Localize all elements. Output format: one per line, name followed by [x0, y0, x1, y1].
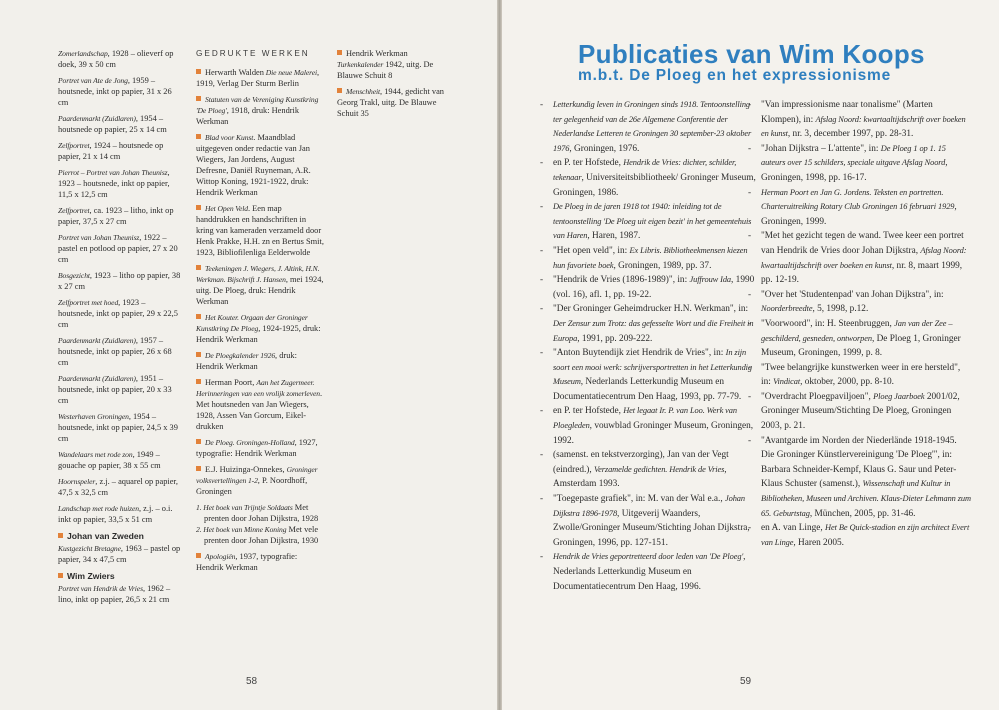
publication-prefix: "Der Groninger Geheimdrucker H.N. Werkman", in:	[553, 304, 749, 315]
entry-title: Kustgezicht Bretagne	[58, 544, 121, 553]
entry-title: De Ploegkalender 1926	[205, 351, 276, 360]
entry-details: . Met houtsneden van Jan Wiegers, 1928, Assen Van Gorcum, Eikel-drukken	[196, 389, 323, 431]
artwork-entry	[58, 140, 183, 162]
entry-details: , mei 1924, uitg. De Ploeg, druk: Hendrik Werkman	[196, 275, 324, 306]
publication-details: , vouwblad Groninger Museum, Groningen, 1992.	[553, 421, 754, 446]
entry-details: . Maandblad uitgegeven onder redactie van Jan Wiegers, Jan Jordens, August Defresne, Daniël Ruyneman, A.R. Wittop Koning, 1921-1922, druk: Hendrik Werkman	[196, 133, 311, 197]
entry-title: 2. Het boek van Minne Koning	[196, 525, 287, 534]
entry-details: , 1954 – houtsnede op papier, 25 x 14 cm	[58, 114, 167, 134]
publication-item	[547, 156, 757, 200]
entry-details: E.J. Huizinga-Onnekes,	[205, 465, 287, 474]
printed-work-entry	[196, 94, 324, 127]
artist-heading	[58, 531, 183, 542]
entry-details: Met prenten door Johan Dijkstra, 1928	[204, 503, 319, 523]
entry-title: Apologiën	[205, 552, 236, 561]
entry-title: Bosgezicht	[58, 271, 90, 280]
artworks-list	[58, 48, 183, 525]
publication-prefix: en P. ter Hofstede,	[553, 406, 624, 417]
entry-title: Die neue Malerei	[263, 68, 317, 77]
orange-square-icon	[196, 439, 201, 444]
publication-details: , oktober, 2000, pp. 8-10.	[800, 377, 894, 388]
artwork-entry	[58, 270, 183, 292]
entry-details: , 1963 – pastel op papier, 34 x 47,5 cm	[58, 544, 181, 564]
entry-title: Turkenkalender	[337, 60, 384, 69]
page-title: Publicaties van Wim Koops	[578, 39, 925, 69]
publication-item	[547, 302, 757, 346]
entry-title: Westerhaven Groningen	[58, 412, 129, 421]
publication-details: , Groningen, 1989, pp. 37.	[613, 260, 712, 271]
orange-square-icon	[196, 134, 201, 139]
entry-details: , 1923 – litho op papier, 38 x 27 cm	[58, 271, 181, 291]
orange-square-icon	[196, 553, 201, 558]
publication-title: Het Be Quick-stadion en zijn architect Evert van Linge	[761, 523, 970, 547]
publication-item	[755, 288, 971, 317]
entry-title: Landschap met rode huizen	[58, 504, 139, 513]
artist-name: Wim Zwiers	[67, 571, 115, 581]
publication-item	[547, 200, 757, 244]
page-number: 58	[246, 676, 258, 687]
publication-title: In zijn soort een mooi werk: schrijversportretten in het Letterkundig Museum	[553, 348, 752, 387]
publication-title: Ploeg Jaarboek	[873, 391, 925, 401]
entry-title: Paardenmarkt (Zuidlaren)	[58, 336, 136, 345]
publications-list-left	[547, 98, 757, 594]
publication-item	[547, 404, 757, 448]
entry-title: Zelfportret met hoed	[58, 298, 119, 307]
printed-work-entry	[196, 263, 324, 307]
publication-details: , 5, 1998, p.12.	[812, 304, 869, 315]
entry-title: De Ploeg. Groningen-Holland	[205, 438, 295, 447]
orange-square-icon	[58, 533, 63, 538]
artist-name: Johan van Zweden	[67, 531, 144, 541]
entry-details: , ca. 1923 – litho, inkt op papier, 37,5 x 27 cm	[58, 206, 174, 226]
publication-prefix: "Toegepaste grafiek", in: M. van der Wal e.a.,	[553, 494, 726, 505]
publication-prefix: "Avantgarde im Norden der Niederlände 1918-1945. Die Groninger Künstlervereinigung 'De Ploeg'", in: Barbara Schneider-Kempf, Klaus G. Saur und Peter-Klaus Schuster (samenst.),	[761, 435, 957, 490]
entry-title: Zelfportret	[58, 206, 90, 215]
publication-item	[547, 244, 757, 273]
page-subtitle: m.b.t. De Ploeg en het expressionisme	[578, 67, 891, 84]
entry-details: , 1959 – houtsnede, inkt op papier, 31 x 26 cm	[58, 76, 172, 107]
sublist-item	[196, 524, 324, 546]
publication-prefix: "Van impressionisme naar tonalisme" (Marten Klompen), in:	[761, 100, 933, 125]
publication-prefix: "Hendrik de Vries (1896-1989)", in:	[553, 275, 690, 286]
publication-prefix: "Het open veld", in:	[553, 245, 630, 256]
publication-title: De Ploeg in de jaren 1918 tot 1940: inleiding tot de tentoonstelling 'De Ploeg uit eigen bezit' in het gemeentehuis van Haren	[553, 202, 752, 241]
section-heading: GEDRUKTE WERKEN	[196, 49, 310, 58]
publication-details: , Amsterdam 1993.	[553, 464, 727, 490]
entry-title: Portret van Hendrik de Vries	[58, 584, 143, 593]
entry-details: , 1962 – lino, inkt op papier, 26,5 x 21 cm	[58, 584, 171, 604]
entry-details: , 1937, typografie: Hendrik Werkman	[196, 552, 298, 572]
printed-works-column	[196, 48, 324, 578]
printed-work-entry	[196, 377, 324, 432]
publication-item	[755, 229, 971, 287]
entry-title: Paardenmarkt (Zuidlaren)	[58, 114, 136, 123]
publication-title: Juffrouw Ida	[689, 275, 732, 285]
orange-square-icon	[196, 352, 201, 357]
publication-item	[547, 492, 757, 550]
publication-item	[755, 317, 971, 361]
printed-work-entry	[196, 203, 324, 258]
entry-details: , z.j. – aquarel op papier, 47,5 x 32,5 cm	[58, 477, 178, 497]
publication-prefix: "Johan Dijkstra – L'attente", in:	[761, 143, 881, 154]
entry-title: Pierrot – Portret van Johan Theunisz	[58, 168, 168, 177]
publication-details: , nr. 8, maart 1999, pp. 12-19.	[761, 260, 963, 286]
publication-title: De Ploeg 1 op 1. 15 auteurs over 15 schilders, speciale uitgave Afslag Noord	[761, 143, 946, 168]
orange-square-icon	[337, 50, 342, 55]
publication-details: , Nederlands Letterkundig Museum en Documentatiecentrum Den Haag, 1993, pp. 77-79.	[553, 377, 742, 402]
orange-square-icon	[58, 573, 63, 578]
publication-prefix: "Twee belangrijke kunstwerken weer in ere hersteld", in:	[761, 362, 961, 388]
entry-title: Portret van Johan Theunisz	[58, 233, 140, 242]
printed-work-entry	[337, 86, 455, 119]
publication-item	[547, 273, 757, 302]
publication-title: Hendrik de Vries geportretteerd door leden van 'De Ploeg'	[553, 552, 744, 562]
orange-square-icon	[337, 88, 342, 93]
publication-item	[755, 142, 971, 186]
page-number: 59	[740, 676, 752, 687]
entry-details: , z.j. – o.i. inkt op papier, 33,5 x 51 cm	[58, 504, 173, 524]
entry-details: , 1922 – pastel en potlood op papier, 27 x 20 cm	[58, 233, 178, 264]
publication-details: , De Ploeg 1, Groninger Museum, Groningen, 1999, p. 8.	[761, 333, 961, 359]
left-page	[0, 0, 497, 710]
artwork-entry	[58, 205, 183, 227]
artwork-entry	[58, 476, 183, 498]
printed-work-entry	[337, 48, 455, 81]
publication-title: Ex Libris. Bibliotheekmensen kiezen hun favoriete boek	[553, 245, 748, 270]
entry-title: Portret van Ate de Jong	[58, 76, 128, 85]
publication-details: , Groningen, 1999.	[761, 202, 957, 227]
entry-title: Groninger volksvertellingen 1-2	[196, 465, 318, 485]
entry-details: , 1954 – houtsnede, inkt op papier, 24,5 x 39 cm	[58, 412, 178, 443]
artwork-entry	[58, 75, 183, 108]
artworks-column	[58, 48, 183, 610]
publication-title: Afslag Noord: kwartaaltijdschrift over boeken en kunst	[761, 245, 967, 270]
publication-details: , nr. 3, december 1997, pp. 28-31.	[787, 129, 914, 140]
artwork-entry	[58, 543, 183, 565]
artwork-entry	[58, 113, 183, 135]
publication-title: Der Zensur zum Trotz: das gefesselte Wort und die Freiheit in Europa	[553, 318, 754, 343]
artwork-entry	[58, 335, 183, 368]
publication-details: , Uitgeverij Waanders, Zwolle/Groninger Museum/Stichting Johan Dijkstra, Groningen, 1996, pp. 127-151.	[553, 508, 750, 548]
publication-title: Wissenschaft und Kultur in Bibliotheken, Museen und Archiven. Klaus-Dieter Lehmann zum 65. Geburtstag	[761, 479, 971, 518]
printed-work-entry	[196, 464, 324, 497]
publication-item	[755, 390, 971, 434]
publication-item	[755, 521, 971, 550]
publication-prefix: en P. ter Hofstede,	[553, 158, 624, 169]
printed-work-entry	[196, 437, 324, 459]
publication-title: Noorderbreedte	[761, 304, 813, 314]
entry-details: , 1923 – houtsnede, inkt op papier, 11,5 x 12,5 cm	[58, 168, 170, 199]
publication-details: , München, 2005, pp. 31-46.	[809, 508, 916, 519]
printed-work-entry	[196, 312, 324, 345]
publication-prefix: "Met het gezicht tegen de wand. Twee keer een portret van Hendrik de Vries door Johan Dijkstra,	[761, 231, 964, 256]
publication-details: , Universiteitsbibliotheek/ Groninger Museum, Groningen, 1986.	[553, 172, 756, 198]
publication-title: Jan van der Zee – geschilderd, gesneden, ontworpen	[761, 318, 953, 343]
entry-details: Hendrik Werkman	[346, 49, 408, 58]
entry-title: Paardenmarkt (Zuidlaren)	[58, 374, 136, 383]
publication-item	[755, 186, 971, 230]
orange-square-icon	[196, 69, 201, 74]
publication-prefix: en A. van Linge,	[761, 523, 826, 534]
printed-works-list	[337, 48, 455, 119]
artwork-entry	[58, 503, 183, 525]
publication-details: , Groningen, 1976.	[569, 143, 640, 154]
publication-title: Verzamelde gedichten. Hendrik de Vries	[594, 464, 725, 474]
publication-prefix: "Overdracht Ploegpaviljoen",	[761, 391, 874, 402]
orange-square-icon	[196, 96, 201, 101]
publication-prefix: "Voorwoord", in: H. Steenbruggen,	[761, 318, 895, 329]
orange-square-icon	[196, 205, 201, 210]
entry-title: Het Kouter. Orgaan der Groninger Kunstkring De Ploeg	[196, 313, 308, 333]
publication-prefix: (samenst. en tekstverzorging), Jan van der Vegt (eindred.),	[553, 450, 729, 475]
publication-title: Hendrik de Vries: dichter, schilder, tekenaar	[553, 158, 737, 182]
publication-title: Het legaat Ir. P. van Loo. Werk van Ploegleden	[553, 406, 737, 431]
artist-heading	[58, 571, 183, 582]
artwork-entry	[58, 232, 183, 265]
publication-details: , 1991, pp. 209-222.	[577, 333, 653, 344]
publication-item	[547, 448, 757, 492]
entry-title: Menschheit	[346, 87, 381, 96]
artwork-entry	[58, 583, 183, 605]
entry-details: , 1924 – houtsnede op papier, 21 x 14 cm	[58, 141, 164, 161]
printed-works-list	[196, 67, 324, 497]
publication-item	[755, 434, 971, 522]
publication-item	[547, 98, 757, 156]
artist-works-list	[58, 543, 183, 565]
entry-details: , 1927, typografie: Hendrik Werkman	[196, 438, 318, 458]
entry-title: 1. Het boek van Trijntje Soldaats	[196, 503, 293, 512]
artwork-entry	[58, 449, 183, 471]
publication-item	[547, 550, 757, 594]
entry-details: , 1928 – olieverf op doek, 39 x 50 cm	[58, 49, 174, 69]
artwork-entry	[58, 297, 183, 330]
entry-title: Aan het Zugermeer. Herinneringen van een vrolijk zomerleven	[196, 378, 320, 398]
artwork-entry	[58, 167, 183, 200]
printed-work-entry	[196, 551, 324, 573]
entry-title: Het Open Veld	[205, 204, 248, 213]
entry-details: , 1951 – houtsnede, inkt op papier, 20 x 33 cm	[58, 374, 172, 405]
entry-details: Met vele prenten door Johan Dijkstra, 1930	[204, 525, 319, 545]
entry-title: Wandelaars met rode zon	[58, 450, 133, 459]
entry-details: , druk: Hendrik Werkman	[196, 351, 297, 371]
publication-details: 2001/02, Groninger Museum/Stichting De Ploeg, Groningen 2003, p. 21.	[761, 391, 960, 432]
publication-item	[547, 346, 757, 404]
entry-details: , 1923 – houtsnede, inkt op papier, 29 x 22,5 cm	[58, 298, 178, 329]
sublist-item	[196, 502, 324, 524]
entry-details: . Een map handdrukken en handschriften in kring van kameraden verzameld door Henk Prakke, H.H. zn en Bertus Smit, 1923, Bibliofilenliga Eelderwolde	[196, 204, 324, 257]
orange-square-icon	[196, 265, 201, 270]
printed-work-entry	[196, 67, 324, 89]
entry-details: , 1918, druk: Hendrik Werkman	[196, 106, 300, 126]
entry-details: 1942, uitg. De Blauwe Schuit 8	[337, 60, 434, 80]
entry-details: , 1944, gedicht van Georg Trakl, uitg. De Blauwe Schuit 35	[337, 87, 444, 118]
publication-details: , Nederlands Letterkundig Museum en Documentatiecentrum Den Haag, 1996.	[553, 552, 746, 592]
right-page	[502, 0, 999, 710]
entry-title: Teekeningen J. Wiegers, J. Altink, H.N. Werkman. Bijschrift J. Hansen	[196, 264, 320, 284]
printed-work-entry	[196, 350, 324, 372]
publication-details: , Haren 2005.	[793, 537, 844, 548]
publication-item	[755, 361, 971, 390]
publication-prefix: "Anton Buytendijk ziet Hendrik de Vries", in:	[553, 348, 726, 359]
artist-works-list	[58, 583, 183, 605]
publications-list-right	[755, 98, 971, 550]
publication-title: Letterkundig leven in Groningen sinds 1918. Tentoonstelling ter gelegenheid van de 26e Algemene Conferentie der Nederlandse Letteren te Groningen 30 september-23 oktober 1976	[553, 100, 752, 153]
artwork-entry	[58, 48, 183, 70]
entry-details: , 1949 – gouache op papier, 38 x 55 cm	[58, 450, 161, 470]
publication-title: Johan Dijkstra 1896-1978	[553, 494, 745, 518]
artwork-entry	[58, 411, 183, 444]
entry-details: , 1924-1925, druk: Hendrik Werkman	[196, 324, 321, 344]
printed-works-column-continued	[337, 48, 455, 124]
entry-details: , P. Noordhoff, Groningen	[196, 476, 308, 496]
publication-item	[755, 98, 971, 142]
entry-title: Blad voor Kunst	[205, 133, 254, 142]
publication-details: , Groningen, 1998, pp. 16-17.	[761, 158, 948, 183]
publication-prefix: "Over het 'Studentenpad' van Johan Dijkstra", in:	[761, 289, 944, 300]
printed-works-sublist	[196, 502, 324, 546]
entry-title: Statuten van de Vereniging Kunstkring 'De Ploeg'	[196, 95, 319, 115]
publication-title: Afslag Noord: kwartaaltijdschrift over boeken en kunst	[761, 114, 966, 139]
publication-details: , Haren, 1987.	[587, 231, 641, 242]
entry-title: Zelfportret	[58, 141, 90, 150]
entry-title: Hoornspeler	[58, 477, 96, 486]
publication-title: Vindicat	[773, 377, 801, 387]
orange-square-icon	[196, 466, 201, 471]
printed-work-entry	[196, 132, 324, 198]
entry-details: , 1957 – houtsnede, inkt op papier, 26 x 68 cm	[58, 336, 172, 367]
orange-square-icon	[196, 314, 201, 319]
orange-square-icon	[196, 379, 201, 384]
publication-details: , 1990 (vol. 16), afl. 1, pp. 19-22.	[553, 275, 755, 300]
entry-details: Herman Poort,	[205, 378, 257, 387]
entry-title: Zomerlandschap	[58, 49, 108, 58]
artwork-entry	[58, 373, 183, 406]
publication-title: Herman Poort en Jan G. Jordens. Teksten en portretten. Charteruitreiking Rotary Club Groningen 16 februari 1929	[761, 187, 955, 212]
entry-details: Herwarth Walden	[205, 68, 264, 77]
entry-details: , 1919, Verlag Der Sturm Berlin	[196, 68, 320, 88]
